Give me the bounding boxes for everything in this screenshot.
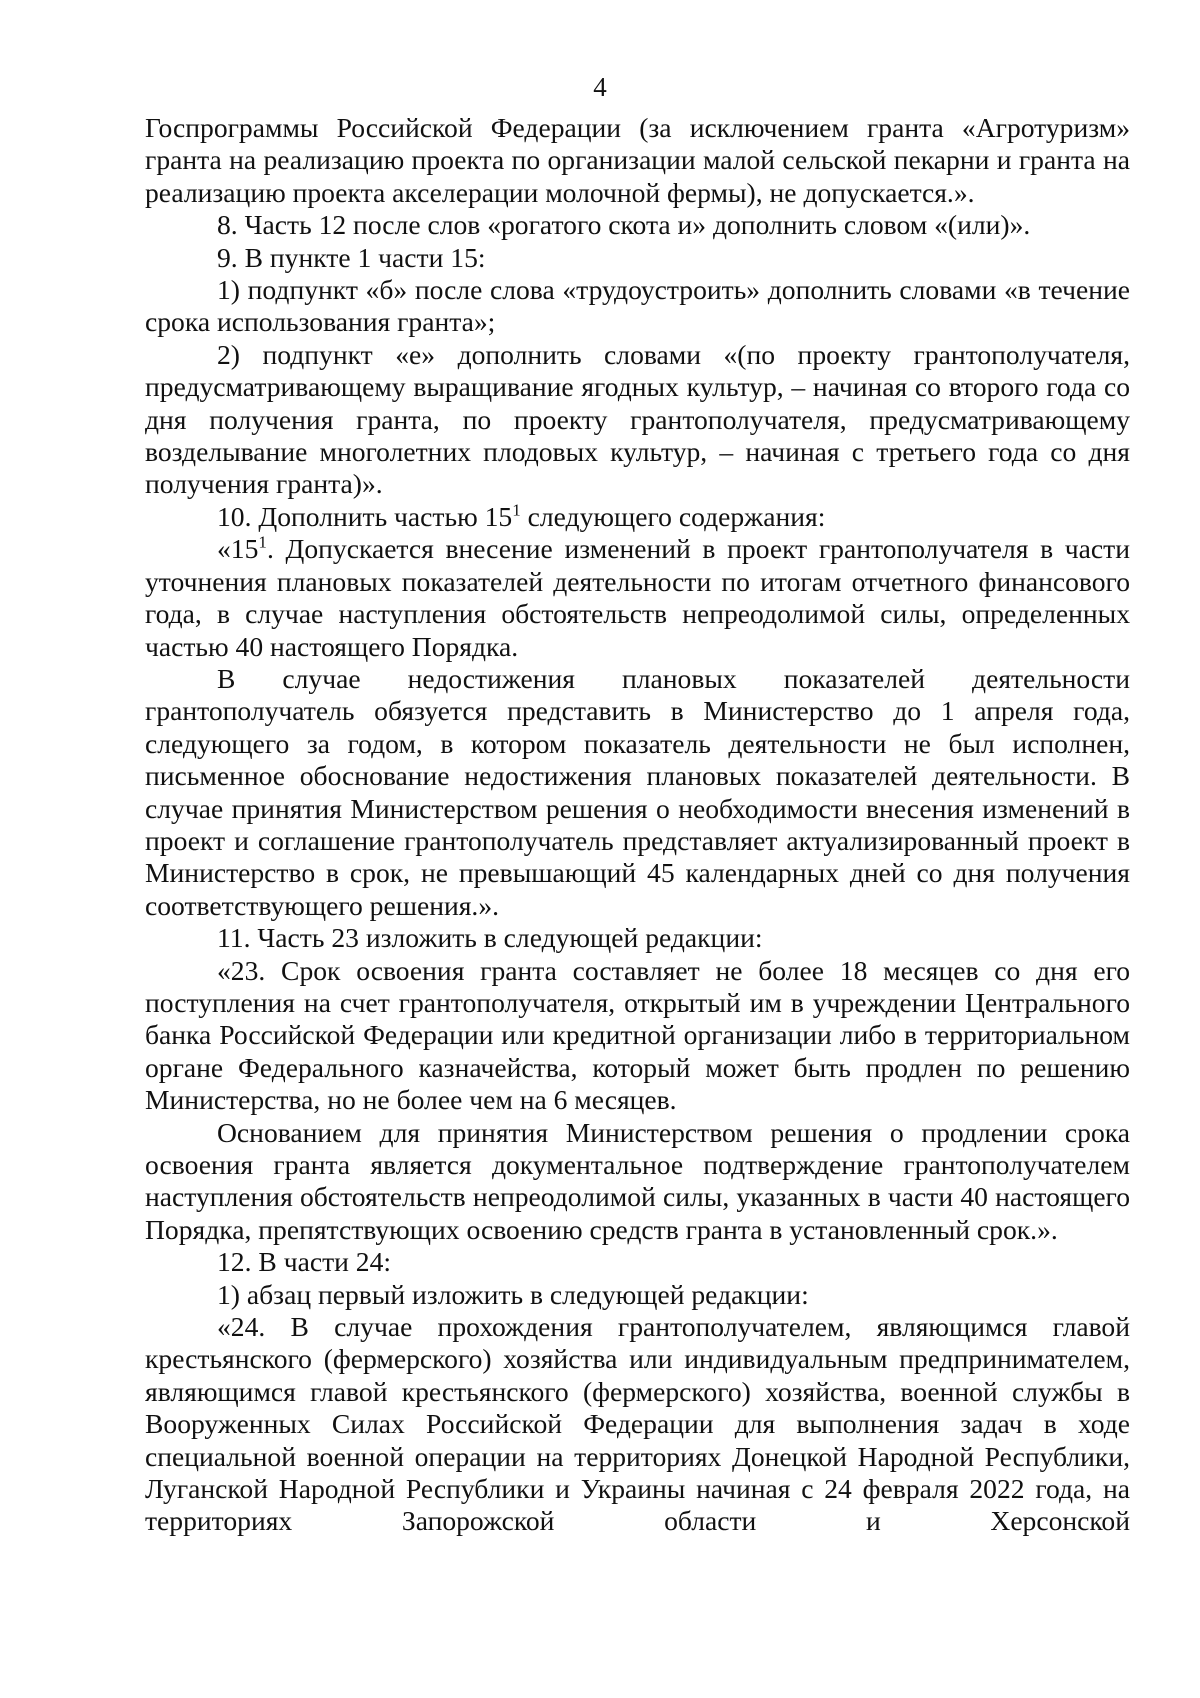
paragraph-item-11: 11. Часть 23 изложить в следующей редакции: xyxy=(217,922,763,954)
paragraph-shortfall: В случае недостижения плановых показателей деятельности грантополучатель обязуется представить в Министерство до 1 апреля года, следующего за годом, в котором показатель деятельности не был исполнен, письменное обоснование недостижения плановых показателей деятельности. В случае принятия Министерством решения о необходимости внесения изменений в проект и соглашение грантополучатель представляет актуализированный проект в Министерство в срок, не превышающий 45 календарных дней со дня получения соответствующего решения.». xyxy=(145,662,1130,921)
paragraph-part-15-1 xyxy=(145,533,1130,663)
paragraph-extension-basis: Основанием для принятия Министерством решения о продлении срока освоения гранта является документальное подтверждение грантополучателем наступления обстоятельств непреодолимой силы, указанных в части 40 настоящего Порядка, препятствующих освоению средств гранта в установленный срок.». xyxy=(145,1116,1130,1245)
paragraph-part-23: «23. Срок освоения гранта составляет не более 18 месяцев со дня его поступления на счет грантополучателя, открытый им в учреждении Центрального банка Российской Федерации или кредитной организации либо в территориальном органе Федерального казначейства, который может быть продлен по решению Министерства, но не более чем на 6 месяцев. xyxy=(145,954,1130,1116)
paragraph-subitem-2: 2) подпункт «е» дополнить словами «(по проекту грантополучателя, предусматривающему выращивание ягодных культур, – начиная со второго года со дня получения гранта, по проекту грантополучателя, предусматривающему возделывание многолетних плодовых культур, – начиная с третьего года со дня получения гранта)». xyxy=(145,338,1130,500)
paragraph-item-9: 9. В пункте 1 части 15: xyxy=(217,241,486,273)
paragraph-item-10 xyxy=(145,501,1130,533)
paragraph-subitem-1: 1) подпункт «б» после слова «трудоустроить» дополнить словами «в течение срока использования гранта»; xyxy=(145,274,1130,338)
document-body xyxy=(145,112,1130,1538)
paragraph-part-24: «24. В случае прохождения грантополучателем, являющимся главой крестьянского (фермерского) хозяйства или индивидуальным предпринимателем, являющимся главой крестьянского (фермерского) хозяйства, военной службы в Вооруженных Силах Российской Федерации для выполнения задач в ходе специальной военной операции на территориях Донецкой Народной Республики, Луганской Народной Республики и Украины начиная с 24 февраля 2022 года, на территориях Запорожской области и Херсонской xyxy=(145,1311,1130,1537)
superscript: 1 xyxy=(258,533,267,553)
paragraph-continuation: Госпрограммы Российской Федерации (за исключением гранта «Агротуризм» гранта на реализацию проекта по организации малой сельской пекарни и гранта на реализацию проекта акселерации молочной фермы), не допускается.». xyxy=(145,112,1130,208)
paragraph-item-8: 8. Часть 12 после слов «рогатого скота и» дополнить словом «(или)». xyxy=(217,209,1031,241)
paragraph-subitem-1-part-24: 1) абзац первый изложить в следующей редакции: xyxy=(217,1278,809,1310)
paragraph-text: 10. Дополнить частью 15 xyxy=(217,500,513,532)
paragraph-tail: . Допускается внесение изменений в проект грантополучателя в части уточнения плановых показателей деятельности по итогам отчетного финансового года, в случае наступления обстоятельств непреодолимой силы, определенных частью 40 настоящего Порядка. xyxy=(145,533,1130,662)
page-number: 4 xyxy=(593,72,607,102)
paragraph-tail: следующего содержания: xyxy=(520,500,826,532)
paragraph-text: «15 xyxy=(217,533,259,565)
superscript: 1 xyxy=(512,500,521,520)
paragraph-item-12: 12. В части 24: xyxy=(217,1246,392,1278)
